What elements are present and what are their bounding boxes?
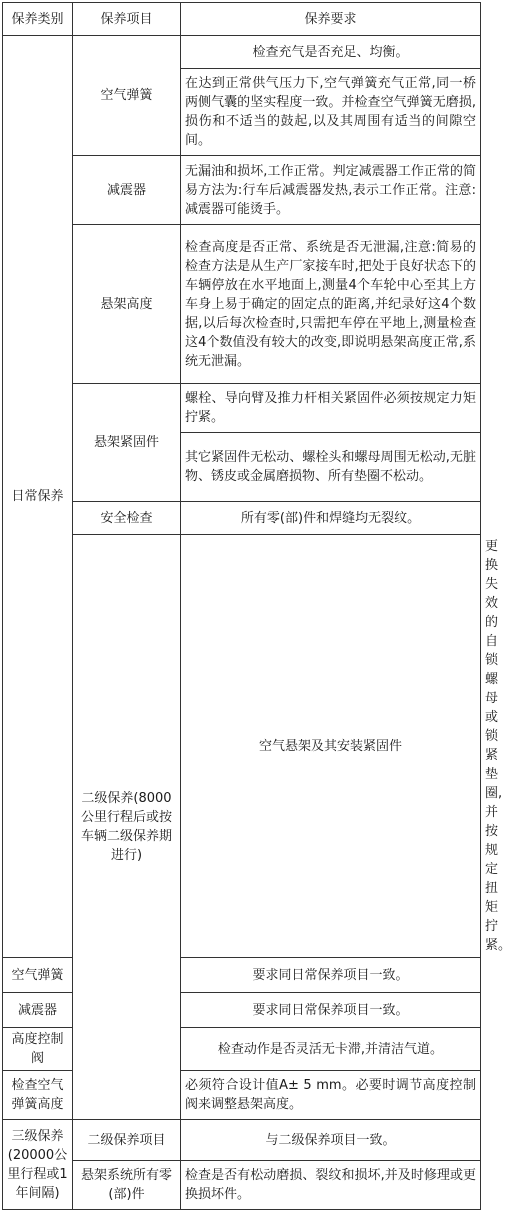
requirement-cell: 要求同日常保养项目一致。 xyxy=(181,993,481,1028)
category-cell: 二级保养(8000公里行程后或按车辆二级保养期进行) xyxy=(73,535,181,1120)
item-cell: 检查空气弹簧高度 xyxy=(3,1071,73,1120)
item-cell: 减震器 xyxy=(3,993,73,1028)
header-item: 保养项目 xyxy=(73,3,181,36)
requirement-cell: 检查充气是否充足、均衡。 xyxy=(181,36,481,69)
requirement-cell: 其它紧固件无松动、螺栓头和螺母周围无松动,无脏物、锈皮或金属磨损物、所有垫圈不松动。 xyxy=(181,433,481,502)
item-cell: 高度控制阀 xyxy=(3,1028,73,1071)
table-row xyxy=(3,1120,481,1161)
item-cell: 悬架系统所有零(部)件 xyxy=(73,1161,181,1210)
item-cell: 空气弹簧 xyxy=(73,36,181,156)
requirement-cell: 检查是否有松动磨损、裂纹和损坏,并及时修理或更换损坏件。 xyxy=(181,1161,481,1210)
requirement-cell: 无漏油和损坏,工作正常。判定减震器工作正常的简易方法为:行车后减震器发热,表示工作正常。注意:减震器可能烫手。 xyxy=(181,156,481,225)
header-category: 保养类别 xyxy=(3,3,73,36)
table-row xyxy=(3,1161,481,1210)
item-cell: 悬架紧固件 xyxy=(73,384,181,502)
requirement-cell: 要求同日常保养项目一致。 xyxy=(181,958,481,993)
table-row xyxy=(3,502,481,535)
requirement-cell: 所有零(部)件和焊缝均无裂纹。 xyxy=(181,502,481,535)
table-row xyxy=(3,384,481,433)
category-cell: 日常保养 xyxy=(3,36,73,958)
table-row: 二级保养(8000公里行程后或按车辆二级保养期进行) 空气悬架及其安装紧固件 更换失效的自锁螺母或锁紧垫圈,并按规定扭矩拧紧。 xyxy=(3,535,481,958)
requirement-cell: 检查动作是否灵活无卡滞,并清洁气道。 xyxy=(181,1028,481,1071)
item-cell: 空气悬架及其安装紧固件 xyxy=(181,535,481,958)
requirement-cell: 螺栓、导向臂及推力杆相关紧固件必须按规定力矩拧紧。 xyxy=(181,384,481,433)
table-row xyxy=(3,156,481,225)
table-row xyxy=(3,36,481,69)
requirement-cell: 必须符合设计值A± 5 mm。必要时调节高度控制阀来调整悬架高度。 xyxy=(181,1071,481,1120)
requirement-cell: 与二级保养项目一致。 xyxy=(181,1120,481,1161)
maintenance-table xyxy=(2,2,511,1210)
item-cell: 空气弹簧 xyxy=(3,958,73,993)
item-cell: 安全检查 xyxy=(73,502,181,535)
table-row xyxy=(3,225,481,384)
item-cell: 减震器 xyxy=(73,156,181,225)
requirement-cell: 在达到正常供气压力下,空气弹簧充气正常,同一桥两侧气囊的坚实程度一致。并检查空气弹簧无磨损,损伤和不适当的鼓起,以及其周围有适当的间隙空间。 xyxy=(181,69,481,156)
header-requirement: 保养要求 xyxy=(181,3,481,36)
item-cell: 二级保养项目 xyxy=(73,1120,181,1161)
requirement-cell: 检查高度是否正常、系统是否无泄漏,注意:简易的检查方法是从生产厂家接车时,把处于良好状态下的车辆停放在水平地面上,测量4个车轮中心至其上方车身上易于确定的固定点的距离,并纪录好这4个数据,以后每次检查时,只需把车停在平地上,测量检查这4个数值没有较大的改变,即说明悬架高度正常,系统无泄漏。 xyxy=(181,225,481,384)
header-row xyxy=(3,3,481,36)
category-cell: 三级保养(20000公里行程或1年间隔) xyxy=(3,1120,73,1210)
item-cell: 悬架高度 xyxy=(73,225,181,384)
